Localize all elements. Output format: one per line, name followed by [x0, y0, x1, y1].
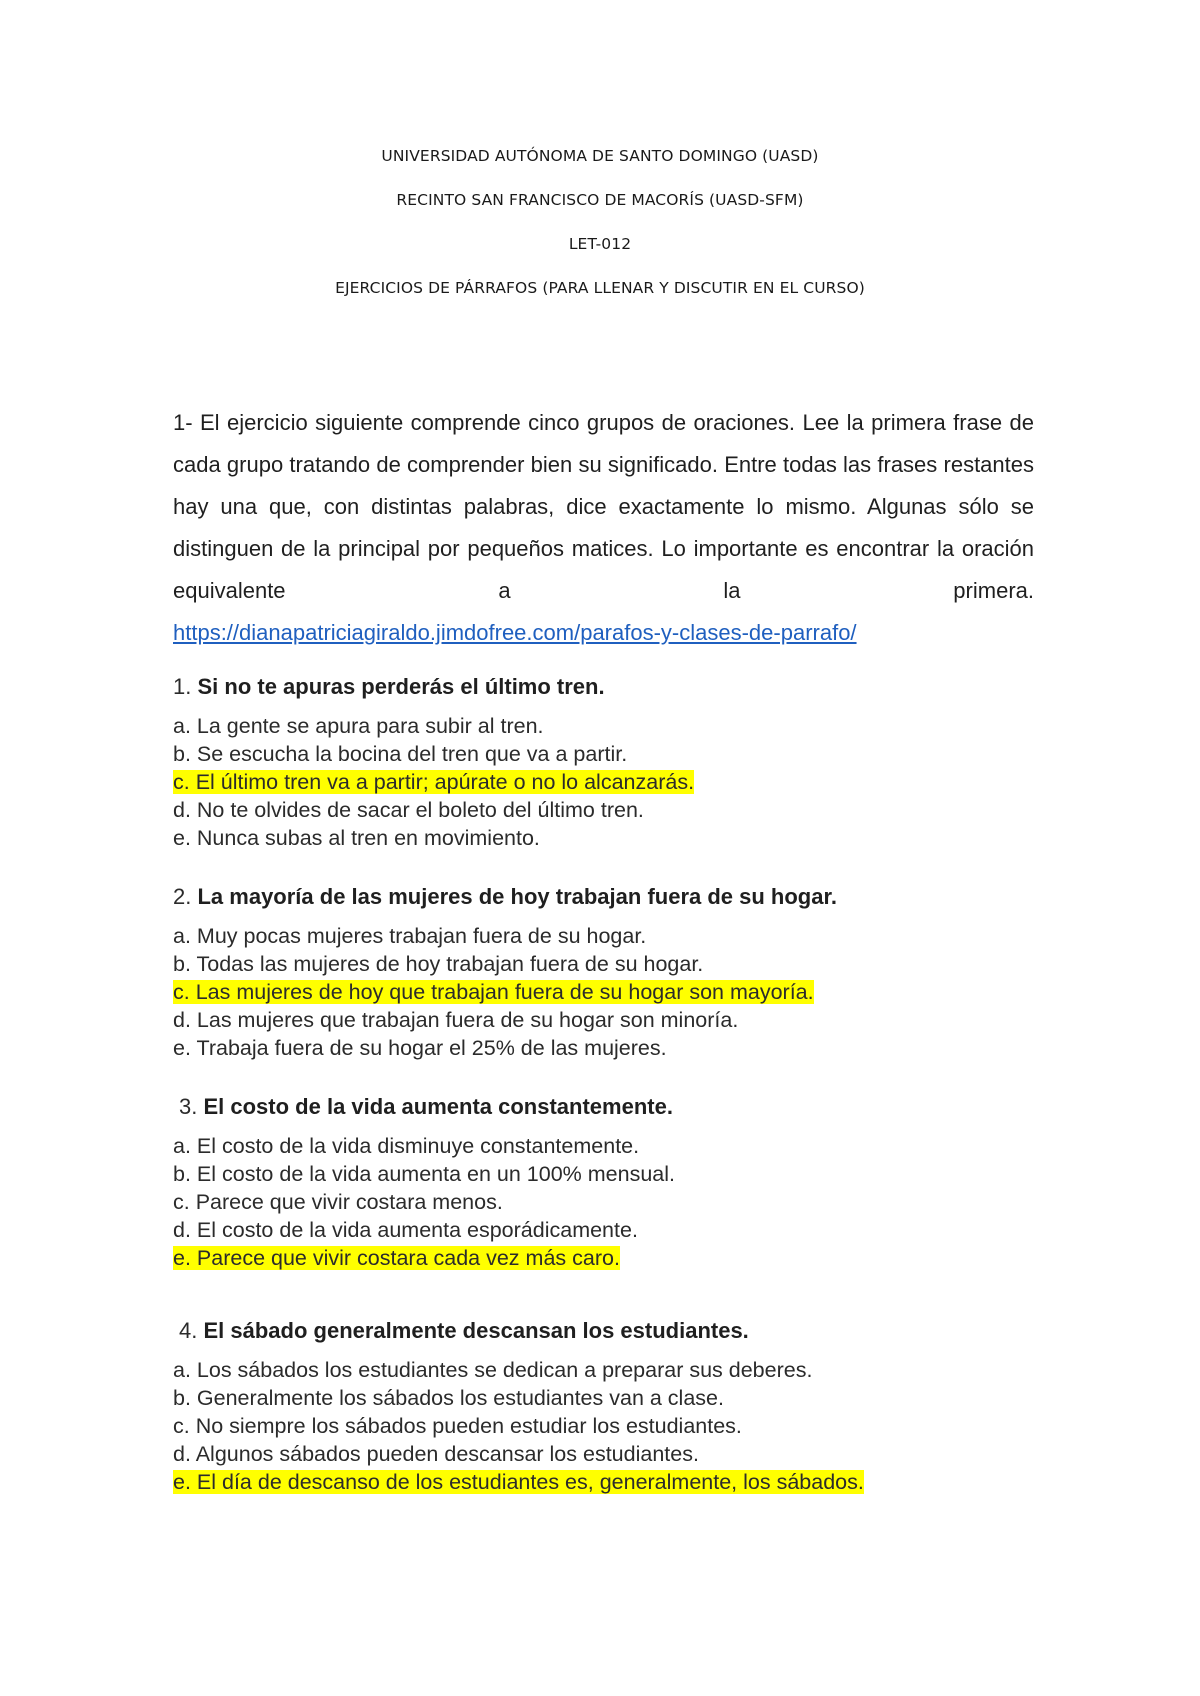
question-prompt — [173, 674, 1073, 700]
option-item — [173, 740, 1073, 768]
option-text: d. No te olvides de sacar el boleto del último tren. — [173, 798, 644, 822]
question-group-1 — [173, 674, 1073, 852]
option-text: b. Se escucha la bocina del tren que va a partir. — [173, 742, 628, 766]
question-prompt — [173, 884, 1073, 910]
header-university: UNIVERSIDAD AUTÓNOMA DE SANTO DOMINGO (UASD) — [381, 147, 819, 165]
option-item — [173, 824, 1073, 852]
option-text: a. Muy pocas mujeres trabajan fuera de su hogar. — [173, 924, 647, 948]
option-item — [173, 1356, 1073, 1384]
option-item-highlighted — [173, 1244, 1073, 1272]
question-text: El costo de la vida aumenta constantemente. — [203, 1094, 673, 1119]
question-group-3 — [173, 1094, 1073, 1272]
source-link[interactable]: https://dianapatriciagiraldo.jimdofree.com/parafos-y-clases-de-parrafo/ — [173, 620, 857, 645]
question-number: 1. — [173, 674, 192, 699]
question-prompt — [173, 1094, 1073, 1120]
instructions-paragraph — [173, 402, 1034, 654]
option-text: d. El costo de la vida aumenta esporádicamente. — [173, 1218, 638, 1242]
option-text: a. El costo de la vida disminuye constantemente. — [173, 1134, 640, 1158]
question-text: El sábado generalmente descansan los estudiantes. — [203, 1318, 749, 1343]
option-item — [173, 1384, 1073, 1412]
option-text: b. El costo de la vida aumenta en un 100% mensual. — [173, 1162, 675, 1186]
option-item — [173, 1034, 1073, 1062]
question-number: 3. — [179, 1094, 198, 1119]
question-text: Si no te apuras perderás el último tren. — [197, 674, 605, 699]
header-course-code: LET-012 — [568, 235, 632, 253]
highlighted-option-text: c. El último tren va a partir; apúrate o no lo alcanzarás. — [173, 770, 695, 794]
option-item — [173, 1216, 1073, 1244]
option-item — [173, 712, 1073, 740]
option-item — [173, 1440, 1073, 1468]
question-group-2 — [173, 884, 1073, 1062]
instructions-text: 1- El ejercicio siguiente comprende cinco grupos de oraciones. Lee la primera frase de cada grupo tratando de comprender bien su significado. Entre todas las frases restantes hay una que, con distintas palabras, dice exactamente lo mismo. Algunas sólo se distinguen de la principal por pequeños matices. Lo importante es encontrar la oración equivalente a la primera. — [173, 410, 1034, 603]
question-text: La mayoría de las mujeres de hoy trabajan fuera de su hogar. — [197, 884, 837, 909]
option-item — [173, 922, 1073, 950]
option-item — [173, 1006, 1073, 1034]
option-text: a. La gente se apura para subir al tren. — [173, 714, 544, 738]
option-item — [173, 796, 1073, 824]
option-text: a. Los sábados los estudiantes se dedican a preparar sus deberes. — [173, 1358, 813, 1382]
question-group-4 — [173, 1318, 1073, 1496]
option-text: c. No siempre los sábados pueden estudiar los estudiantes. — [173, 1414, 742, 1438]
option-text: b. Todas las mujeres de hoy trabajan fuera de su hogar. — [173, 952, 704, 976]
option-item-highlighted — [173, 768, 1073, 796]
header-campus: RECINTO SAN FRANCISCO DE MACORÍS (UASD-SFM) — [396, 191, 804, 209]
option-item-highlighted — [173, 1468, 1073, 1496]
option-item — [173, 1188, 1073, 1216]
highlighted-option-text: c. Las mujeres de hoy que trabajan fuera de su hogar son mayoría. — [173, 980, 814, 1004]
header-exercise-title: EJERCICIOS DE PÁRRAFOS (PARA LLENAR Y DISCUTIR EN EL CURSO) — [335, 279, 865, 297]
option-text: d. Algunos sábados pueden descansar los estudiantes. — [173, 1442, 699, 1466]
question-number: 2. — [173, 884, 192, 909]
option-text: b. Generalmente los sábados los estudiantes van a clase. — [173, 1386, 724, 1410]
option-text: c. Parece que vivir costara menos. — [173, 1190, 503, 1214]
option-text: d. Las mujeres que trabajan fuera de su hogar son minoría. — [173, 1008, 739, 1032]
option-item-highlighted — [173, 978, 1073, 1006]
option-item — [173, 1132, 1073, 1160]
question-prompt — [173, 1318, 1073, 1344]
highlighted-option-text: e. El día de descanso de los estudiantes es, generalmente, los sábados. — [173, 1470, 864, 1494]
question-number: 4. — [179, 1318, 198, 1343]
highlighted-option-text: e. Parece que vivir costara cada vez más caro. — [173, 1246, 620, 1270]
option-item — [173, 1160, 1073, 1188]
option-text: e. Nunca subas al tren en movimiento. — [173, 826, 540, 850]
document-header — [0, 146, 1200, 322]
option-item — [173, 950, 1073, 978]
option-item — [173, 1412, 1073, 1440]
option-text: e. Trabaja fuera de su hogar el 25% de las mujeres. — [173, 1036, 667, 1060]
